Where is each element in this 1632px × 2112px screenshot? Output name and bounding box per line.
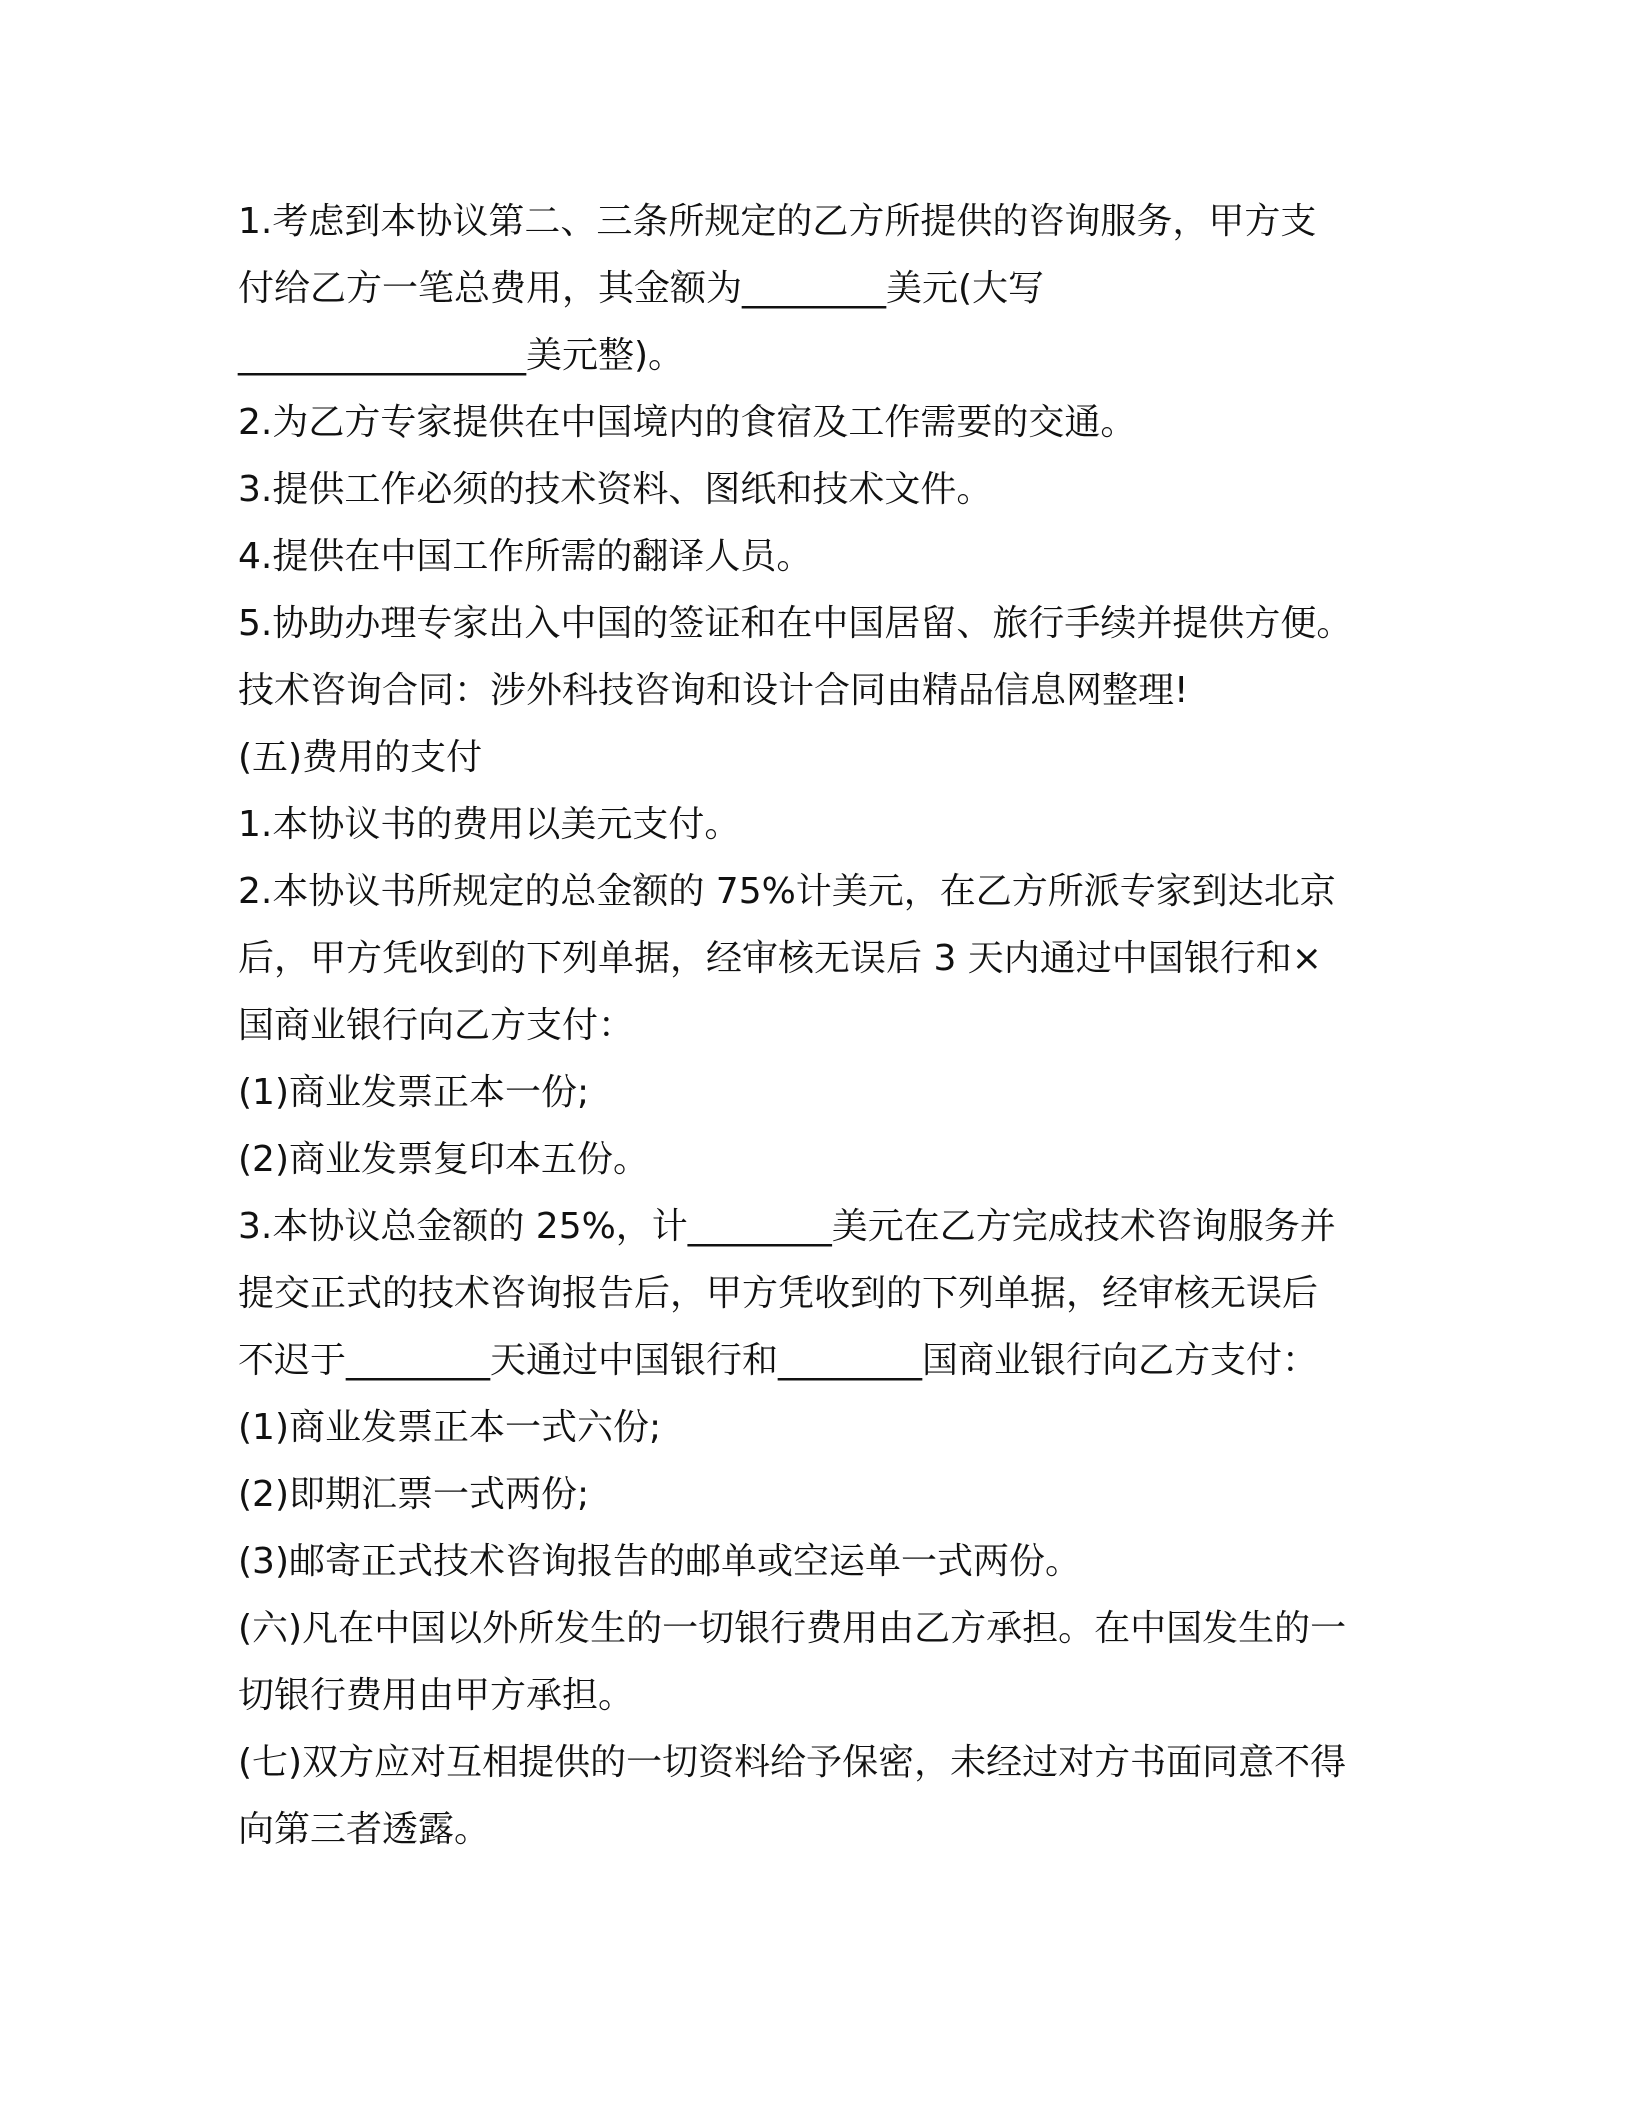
text-line-11: 2.本协议书所规定的总金额的 75%计美元，在乙方所派专家到达北京 xyxy=(238,871,1336,912)
text-line-12: 后，甲方凭收到的下列单据，经审核无误后 3 天内通过中国银行和× xyxy=(238,938,1322,979)
text-line-8: 技术咨询合同：涉外科技咨询和设计合同由精品信息网整理! xyxy=(238,670,1189,711)
text-line-4: 2.为乙方专家提供在中国境内的食宿及工作需要的交通。 xyxy=(238,402,1137,443)
text-line-5: 3.提供工作必须的技术资料、图纸和技术文件。 xyxy=(238,469,993,510)
text-line-7: 5.协助办理专家出入中国的签证和在中国居留、旅行手续并提供方便。 xyxy=(238,603,1353,644)
text-line-19: (1)商业发票正本一式六份; xyxy=(238,1407,662,1448)
text-line-10: 1.本协议书的费用以美元支付。 xyxy=(238,804,741,845)
text-line-1: 1.考虑到本协议第二、三条所规定的乙方所提供的咨询服务，甲方支 xyxy=(238,201,1317,242)
text-line-24: (七)双方应对互相提供的一切资料给予保密，未经过对方书面同意不得 xyxy=(238,1742,1347,1783)
text-line-3: ________________美元整)。 xyxy=(238,335,685,376)
document-body xyxy=(238,188,1398,1863)
text-line-2: 付给乙方一笔总费用，其金额为________美元(大写 xyxy=(238,268,1045,309)
text-line-23: 切银行费用由甲方承担。 xyxy=(238,1675,635,1716)
text-line-16: 3.本协议总金额的 25%，计________美元在乙方完成技术咨询服务并 xyxy=(238,1206,1336,1247)
text-line-20: (2)即期汇票一式两份; xyxy=(238,1474,590,1515)
text-line-17: 提交正式的技术咨询报告后，甲方凭收到的下列单据，经审核无误后 xyxy=(238,1273,1319,1314)
section-heading-payment: (五)费用的支付 xyxy=(238,737,483,778)
text-line-14: (1)商业发票正本一份; xyxy=(238,1072,590,1113)
text-line-18: 不迟于________天通过中国银行和________国商业银行向乙方支付： xyxy=(238,1340,1319,1381)
text-line-25: 向第三者透露。 xyxy=(238,1809,491,1850)
text-line-13: 国商业银行向乙方支付： xyxy=(238,1005,635,1046)
text-line-6: 4.提供在中国工作所需的翻译人员。 xyxy=(238,536,813,577)
text-line-22: (六)凡在中国以外所发生的一切银行费用由乙方承担。在中国发生的一 xyxy=(238,1608,1347,1649)
text-line-21: (3)邮寄正式技术咨询报告的邮单或空运单一式两份。 xyxy=(238,1541,1081,1582)
text-line-15: (2)商业发票复印本五份。 xyxy=(238,1139,649,1180)
